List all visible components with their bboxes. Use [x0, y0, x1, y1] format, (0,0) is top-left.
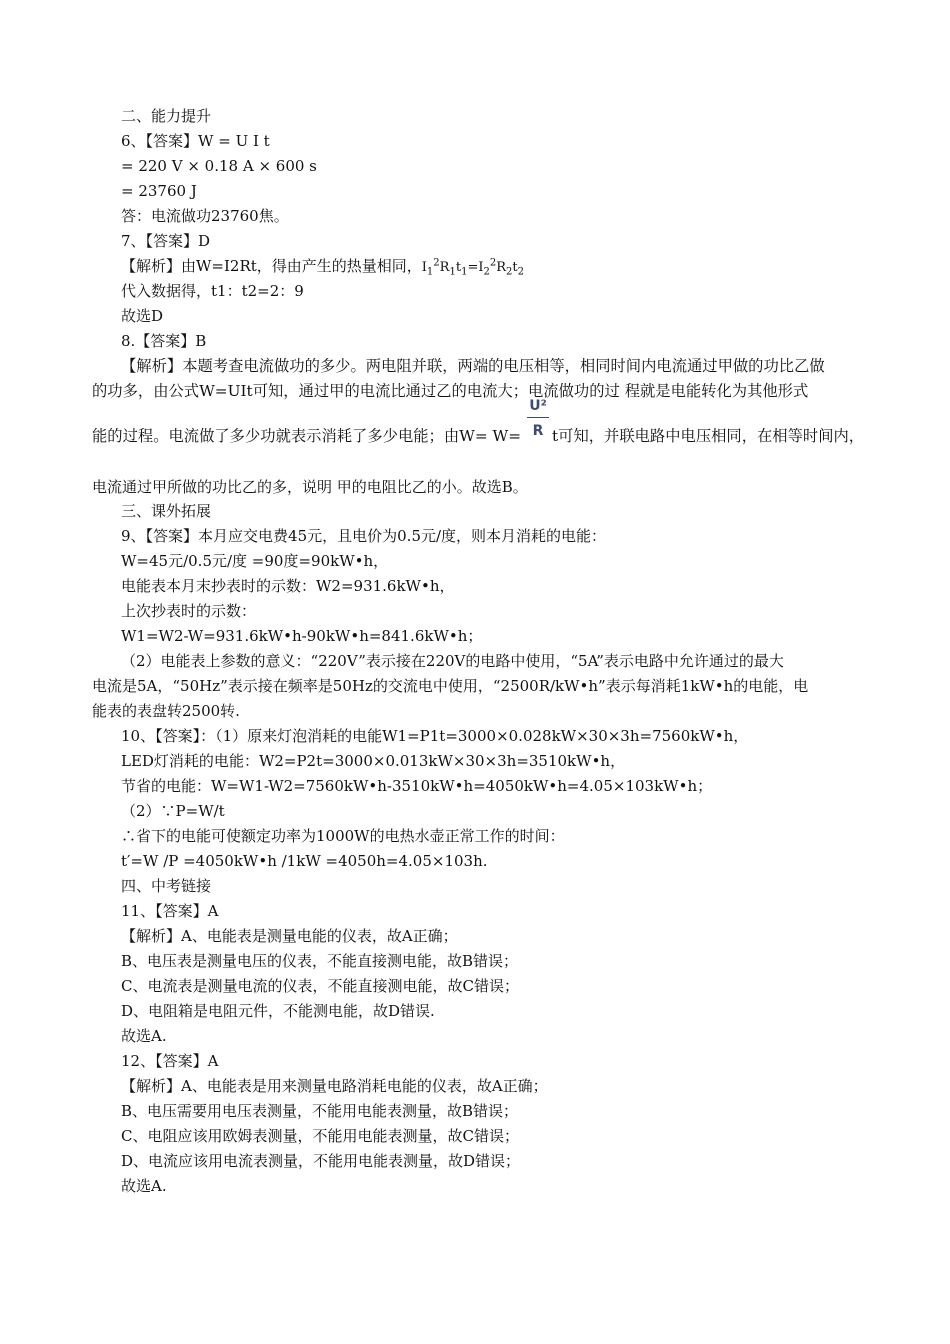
- q9-step-1: W=45元/0.5元/度 =90度=90kW•h，: [121, 552, 389, 570]
- q8-analysis-line-3: 能的过程。电流做了多少功就表示消耗了多少电能；由W= W=: [92, 427, 522, 445]
- q6-conclusion: 答：电流做功23760焦。: [121, 207, 289, 225]
- q10-part2-step-1: ∴省下的电能可使额定功率为1000W的电热水壶正常工作的时间：: [121, 827, 565, 845]
- fraction-u2-over-r: [527, 398, 549, 439]
- q11-analysis-d: D、电阻箱是电阻元件，不能测电能，故D错误.: [121, 1002, 435, 1020]
- q10-answer: 10、【答案】：（1）原来灯泡消耗的电能W1=P1t=3000×0.028kW×30×3h=7560kW•h，: [121, 727, 749, 745]
- q9-part2-line-2: 电流是5A，“50Hz”表示接在频率是50Hz的交流电中使用，“2500R/kW•h”表示每消耗1kW•h的电能，电: [92, 677, 809, 695]
- q10-part2-step-2: t′=W /P =4050kW•h /1kW =4050h=4.05×103h.: [121, 852, 488, 870]
- section-heading-4: 四、中考链接: [121, 877, 212, 895]
- q7-answer: 7、【答案】D: [121, 232, 211, 250]
- q12-answer: 12、【答案】A: [121, 1052, 219, 1070]
- q9-answer: 9、【答案】本月应交电费45元，且电价为0.5元/度，则本月消耗的电能：: [121, 527, 607, 545]
- q7-analysis-text: 【解析】由W=I2Rt，得由产生的热量相同，: [121, 257, 422, 275]
- q12-analysis-a: 【解析】A、电能表是用来测量电路消耗电能的仪表，故A正确；: [121, 1077, 548, 1095]
- q9-step-2: 电能表本月末抄表时的示数：W2=931.6kW•h，: [121, 577, 455, 595]
- q7-analysis: [121, 256, 524, 278]
- q7-choice: 故选D: [121, 307, 164, 325]
- q6-step-1: = 220 V × 0.18 A × 600 s: [121, 157, 317, 175]
- q9-part2-line-3: 能表的表盘转2500转.: [92, 702, 240, 720]
- q7-formula: $I_1^2R_1t_1=I_2^2R_2t_2$: [421, 257, 525, 278]
- q8-analysis-line-4: 电流通过甲所做的功比乙的多，说明 甲的电阻比乙的小。故选B。: [92, 478, 528, 496]
- q8-answer: 8.【答案】B: [121, 332, 207, 350]
- q11-analysis-a: 【解析】A、电能表是测量电能的仪表，故A正确；: [121, 927, 458, 945]
- q10-step-2: 节省的电能：W=W1-W2=7560kW•h-3510kW•h=4050kW•h=4.05×103kW•h；: [121, 777, 713, 795]
- q8-analysis-line-2: 的功多，由公式W=UIt可知，通过甲的电流比通过乙的电流大；电流做功的过 程就是电能转化为其他形式: [92, 382, 809, 400]
- q9-part2-line-1: （2）电能表上参数的意义：“220V”表示接在220V的电路中使用，“5A”表示电路中允许通过的最大: [121, 652, 784, 670]
- fraction-numerator: U²: [527, 398, 549, 418]
- q11-answer: 11、【答案】A: [121, 902, 219, 920]
- q9-step-4: W1=W2-W=931.6kW•h-90kW•h=841.6kW•h；: [121, 627, 483, 645]
- q12-choice: 故选A.: [121, 1177, 167, 1195]
- q11-analysis-c: C、电流表是测量电流的仪表，不能直接测电能，故C错误；: [121, 977, 519, 995]
- q10-step-1: LED灯消耗的电能：W2=P2t=3000×0.013kW×30×3h=3510kW•h，: [121, 752, 626, 770]
- q12-analysis-c: C、电阻应该用欧姆表测量，不能用电能表测量，故C错误；: [121, 1127, 519, 1145]
- q9-step-3: 上次抄表时的示数：: [121, 602, 257, 620]
- q11-choice: 故选A.: [121, 1027, 167, 1045]
- section-heading-2: 二、能力提升: [121, 107, 212, 125]
- section-heading-3: 三、课外拓展: [121, 502, 212, 520]
- q8-analysis-line-3b: t可知，并联电路中电压相同，在相等时间内，: [552, 427, 865, 445]
- q12-analysis-d: D、电流应该用电流表测量，不能用电能表测量，故D错误；: [121, 1152, 521, 1170]
- q12-analysis-b: B、电压需要用电压表测量，不能用电能表测量，故B错误；: [121, 1102, 519, 1120]
- q10-part2: （2）∵P=W/t: [121, 802, 225, 820]
- q8-analysis-line-1: 【解析】本题考查电流做功的多少。两电阻并联，两端的电压相等，相同时间内电流通过甲做的功比乙做: [121, 357, 825, 375]
- q7-substitution: 代入数据得，t1：t2=2：9: [121, 282, 304, 300]
- q11-analysis-b: B、电压表是测量电压的仪表，不能直接测电能，故B错误；: [121, 952, 519, 970]
- fraction-denominator: R: [532, 423, 544, 439]
- q6-answer: 6、【答案】W = U I t: [121, 132, 270, 150]
- q6-step-2: = 23760 J: [121, 182, 197, 200]
